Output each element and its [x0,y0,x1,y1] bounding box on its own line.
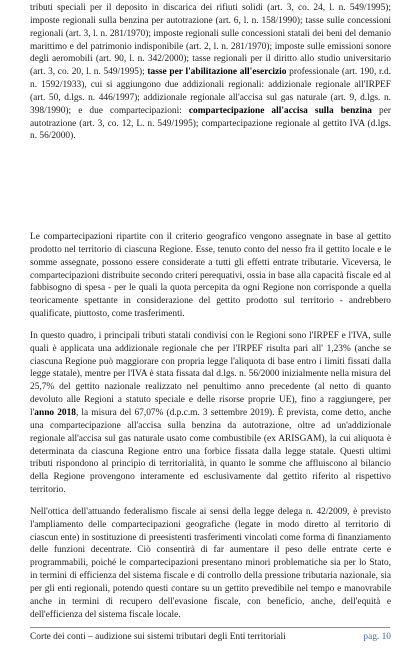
paragraph1-bold-a: tasse per l'abilitazione all'esercizio [147,67,287,78]
paragraph3-bold: anno 2018 [34,407,76,418]
document-body [30,2,391,621]
paragraph-federalismo-fiscale: Nell'ottica dell'attuando federalismo fiscale ai sensi della legge delega n. 42/2009, è previsto l'ampliamento delle compartecipazioni geografiche (legate in modo diretto al territorio di ciascun ente) in sostituzione di preesistenti trasferimenti vincolati come forma di finanziamento delle funzioni decentrate. Ciò consentirà di far aumentare il peso delle entrate certe e programmabili, poiché le compartecipazioni presentano minori problematiche sia per lo Stato, in termini di efficienza del sistema fiscale e di controllo della pressione tributaria nazionale, sia per gli enti regionali, potendo questi contare su un gettito prevedibile nel tempo e manovrabile anche in termini di recupero dell'evasione fiscale, con beneficio, anche, dell'equità e dell'efficienza del sistema fiscale locale. [30,506,391,620]
paragraph1-bold-b: compartecipazione all'accisa sulla benzina [188,105,372,116]
paragraph-compartecipazioni: Le compartecipazioni ripartite con il criterio geografico vengono assegnate in base al gettito prodotto nel territorio di ciascuna Regione. Esse, tenuto conto del nesso fra il gettito locale e le somme assegnate, possono essere considerate a tutti gli effetti entrate tributarie. Viceversa, le compartecipazioni distribuite secondo criteri perequativi, ossia in base alla capacità fiscale ed al fabbisogno di spesa - per le quali la quota percepita da ogni Regione non corrisponde a quella teoricamente spettante in considerazione del gettito prodotto sul territorio - andrebbero qualificate, piuttosto, come trasferimenti. [30,232,391,320]
footer-divider [30,627,390,628]
paragraph-tributi-statali [30,330,391,497]
paragraph3-text-a: In questo quadro, i principali tributi statali condivisi con le Regioni sono l'IRPEF e l'IVA, sulle quali è applicata una addizionale regionale che per l'IRPEF risulta pari all' 1,23% (anche se ciascuna Regione può maggiorare con propria legge l'aliquota di base entro i limiti fissati dalla legge statale), mentre per l'IVA è stata fissata dal d.lgs. n. 56/2000 inizialmente nella misura del 25,7% del gettito nazionale realizzato nel penultimo anno precedente (al netto di quanto devoluto alle Regioni a statuto speciale e delle risorse proprie UE), fino a raggiungere, per l' [30,330,391,418]
paragraph1-text-b: professionale (art. 190, r.d. n. 1592/1933), cui si aggiungono due addizionali regionali: addizionale regionale all'IRPEF (art. 50, d.lgs. n. 446/1997); addizionale regionale all'accisa sul gas naturale (art. 9, d.lgs. n. 398/1990); e due compartecipazioni: [30,67,391,116]
paragraph-tax-list [30,2,391,222]
paragraph1-text-c: per autotrazione (art. 3, co. 12, L. n. 549/1995); compartecipazione regionale al gettito IVA (d.lgs. n. 56/2000). [30,105,391,142]
paragraph3-text-b: , la misura del 67,07% (d.p.c.m. 3 settembre 2019). È prevista, come detto, anche una compartecipazione all'accisa sulla benzina da autotrazione, oltre ad un'addizionale regionale all'accisa sul gas naturale usato come combustibile (ex ARISGAM), la cui aliquota è determinata da ciascuna Regione entro una forbice fissata dalla legge statale. Questi ultimi tributi rispondono al principio di territorialità, in quanto le somme che affluiscono al bilancio della Regione provengono interamente ed esclusivamente dal gettito riferito al rispettivo territorio. [30,407,391,496]
page-number: pag. 10 [363,632,391,642]
paragraph1-text-a: tributi speciali per il deposito in discarica dei rifiuti solidi (art. 3, co. 24, l. n. 549/1995); imposte regionali sulla benzina per autotrazione (art. 6, l. n. 158/1990); tasse sulle concessioni regionali (art. 3, l. n. 281/1970); imposte regionali sulle concessioni statali dei beni del demanio marittimo e del patrimonio indisponibile (art. 2, l. n. 281/1970); imposte sulle emissioni sonore degli aeromobili (art. 90, l. n. 342/2000); tasse regionali per il diritto allo studio universitario (art. 3, co. 20, l. n. 549/1995); [30,3,391,78]
footer-title: Corte dei conti – audizione sui sistemi tributari degli Enti territoriali [30,632,286,642]
